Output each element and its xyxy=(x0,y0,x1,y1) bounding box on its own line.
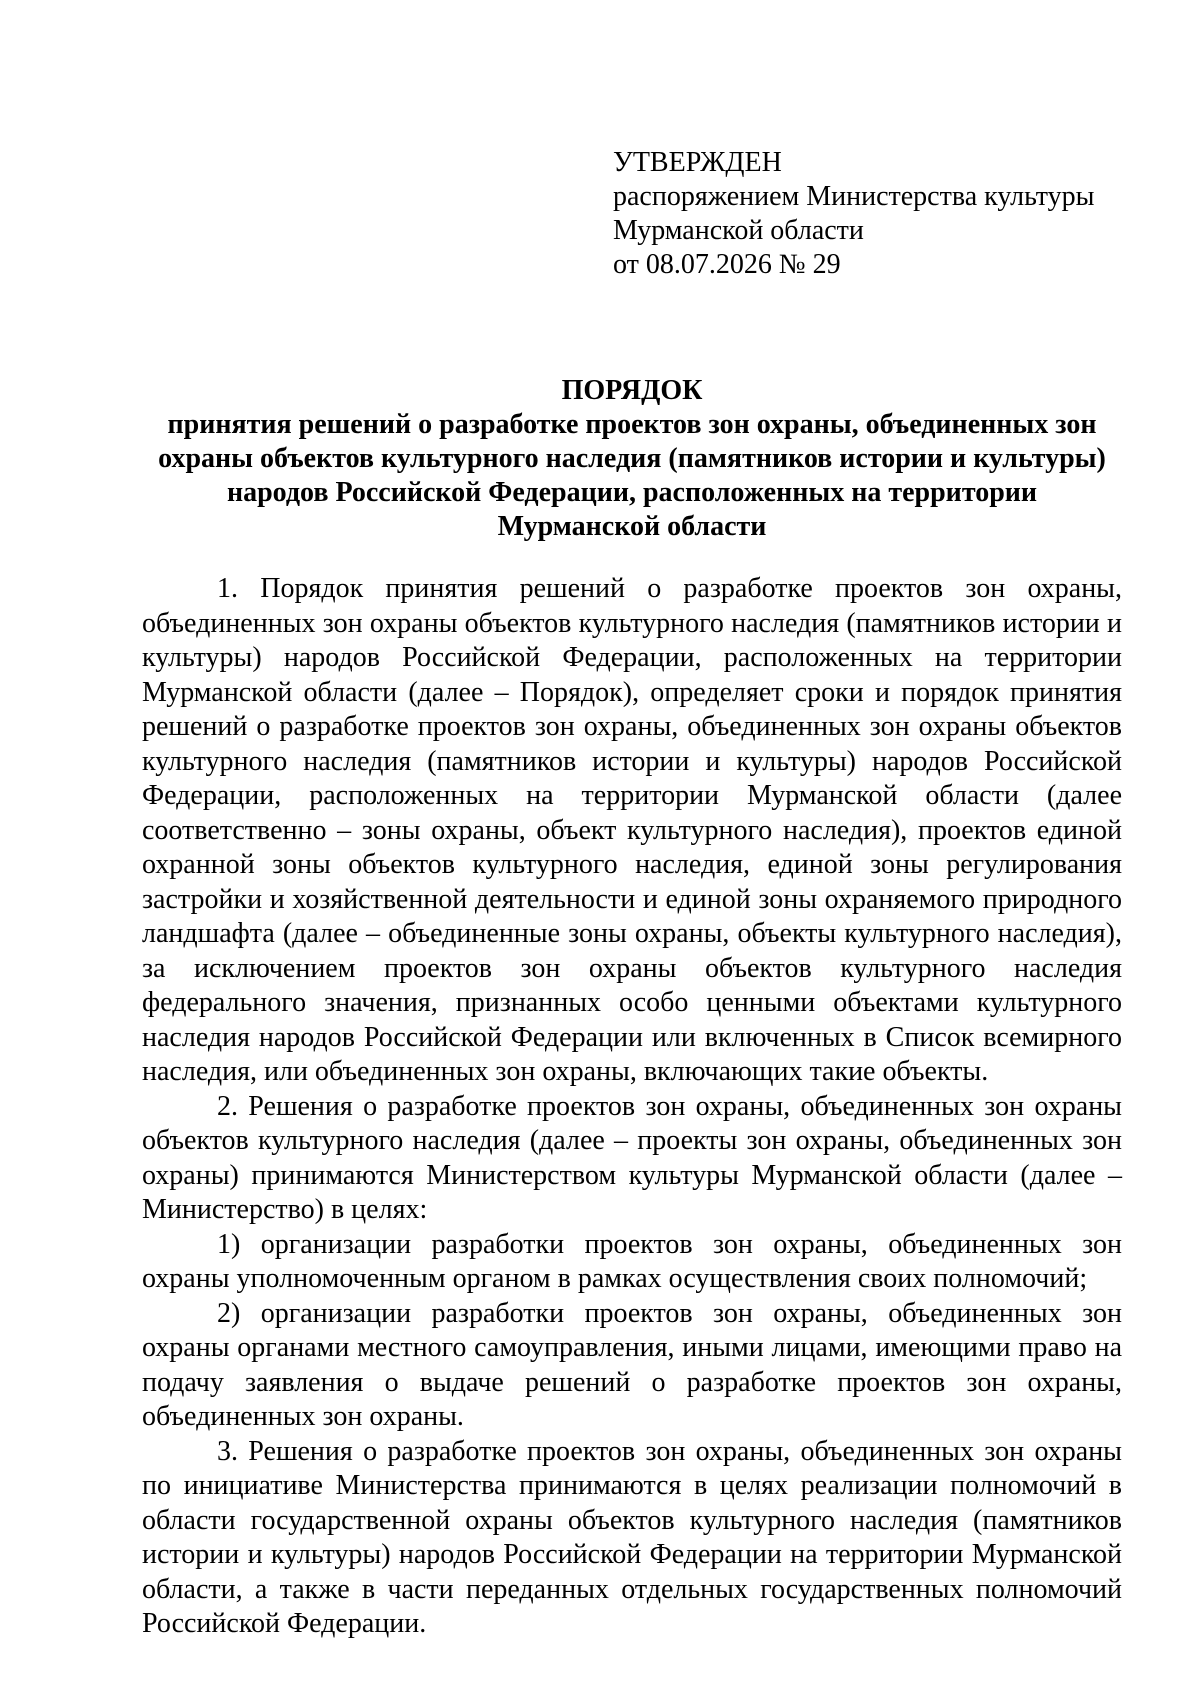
document-subtitle-line: народов Российской Федерации, расположенных на территории xyxy=(226,477,1038,508)
paragraph-2-item-2: 2) организации разработки проектов зон охраны, объединенных зон охраны органами местного самоуправления, иными лицами, имеющими право на подачу заявления о выдаче решений о разработке проектов зон охраны, объединенных зон охраны. xyxy=(142,1297,1122,1432)
approval-region: Мурманской области xyxy=(613,215,864,246)
paragraph-3: 3. Решения о разработке проектов зон охраны, объединенных зон охраны по инициативе Министерства принимаются в целях реализации полномочий в области государственной охраны объектов культурного наследия (памятников истории и культуры) народов Российской Федерации на территории Мурманской области, а также в части переданных отдельных государственных полномочий Российской Федерации. xyxy=(142,1435,1122,1639)
approval-stamp xyxy=(613,146,1094,282)
approval-label: УТВЕРЖДЕН xyxy=(613,147,782,178)
document-body xyxy=(142,572,1122,1642)
approval-date-number: от 08.07.2026 № 29 xyxy=(613,249,841,280)
paragraph-2: 2. Решения о разработке проектов зон охраны, объединенных зон охраны объектов культурного наследия (далее – проекты зон охраны, объединенных зон охраны) принимаются Министерством культуры Мурманской области (далее – Министерство) в целях: xyxy=(142,1090,1122,1225)
document-heading: ПОРЯДОК xyxy=(561,375,703,406)
document-subtitle-line: охраны объектов культурного наследия (памятников истории и культуры) xyxy=(158,443,1106,474)
document-title xyxy=(142,374,1122,544)
document-subtitle-line: принятия решений о разработке проектов зон охраны, объединенных зон xyxy=(167,409,1097,440)
approval-authority: распоряжением Министерства культуры xyxy=(613,181,1095,212)
document-subtitle-line: Мурманской области xyxy=(497,511,767,542)
paragraph-1: 1. Порядок принятия решений о разработке проектов зон охраны, объединенных зон охраны объектов культурного наследия (памятников истории и культуры) народов Российской Федерации, расположенных на территории Мурманской области (далее – Порядок), определяет сроки и порядок принятия решений о разработке проектов зон охраны, объединенных зон охраны объектов культурного наследия (памятников истории и культуры) народов Российской Федерации, расположенных на территории Мурманской области (далее соответственно – зоны охраны, объект культурного наследия), проектов единой охранной зоны объектов культурного наследия, единой зоны регулирования застройки и хозяйственной деятельности и единой зоны охраняемого природного ландшафта (далее – объединенные зоны охраны, объекты культурного наследия), за исключением проектов зон охраны объектов культурного наследия федерального значения, признанных особо ценными объектами культурного наследия народов Российской Федерации или включенных в Список всемирного наследия, или объединенных зон охраны, включающих такие объекты. xyxy=(142,573,1122,1087)
paragraph-2-item-1: 1) организации разработки проектов зон охраны, объединенных зон охраны уполномоченным органом в рамках осуществления своих полномочий; xyxy=(142,1228,1122,1294)
